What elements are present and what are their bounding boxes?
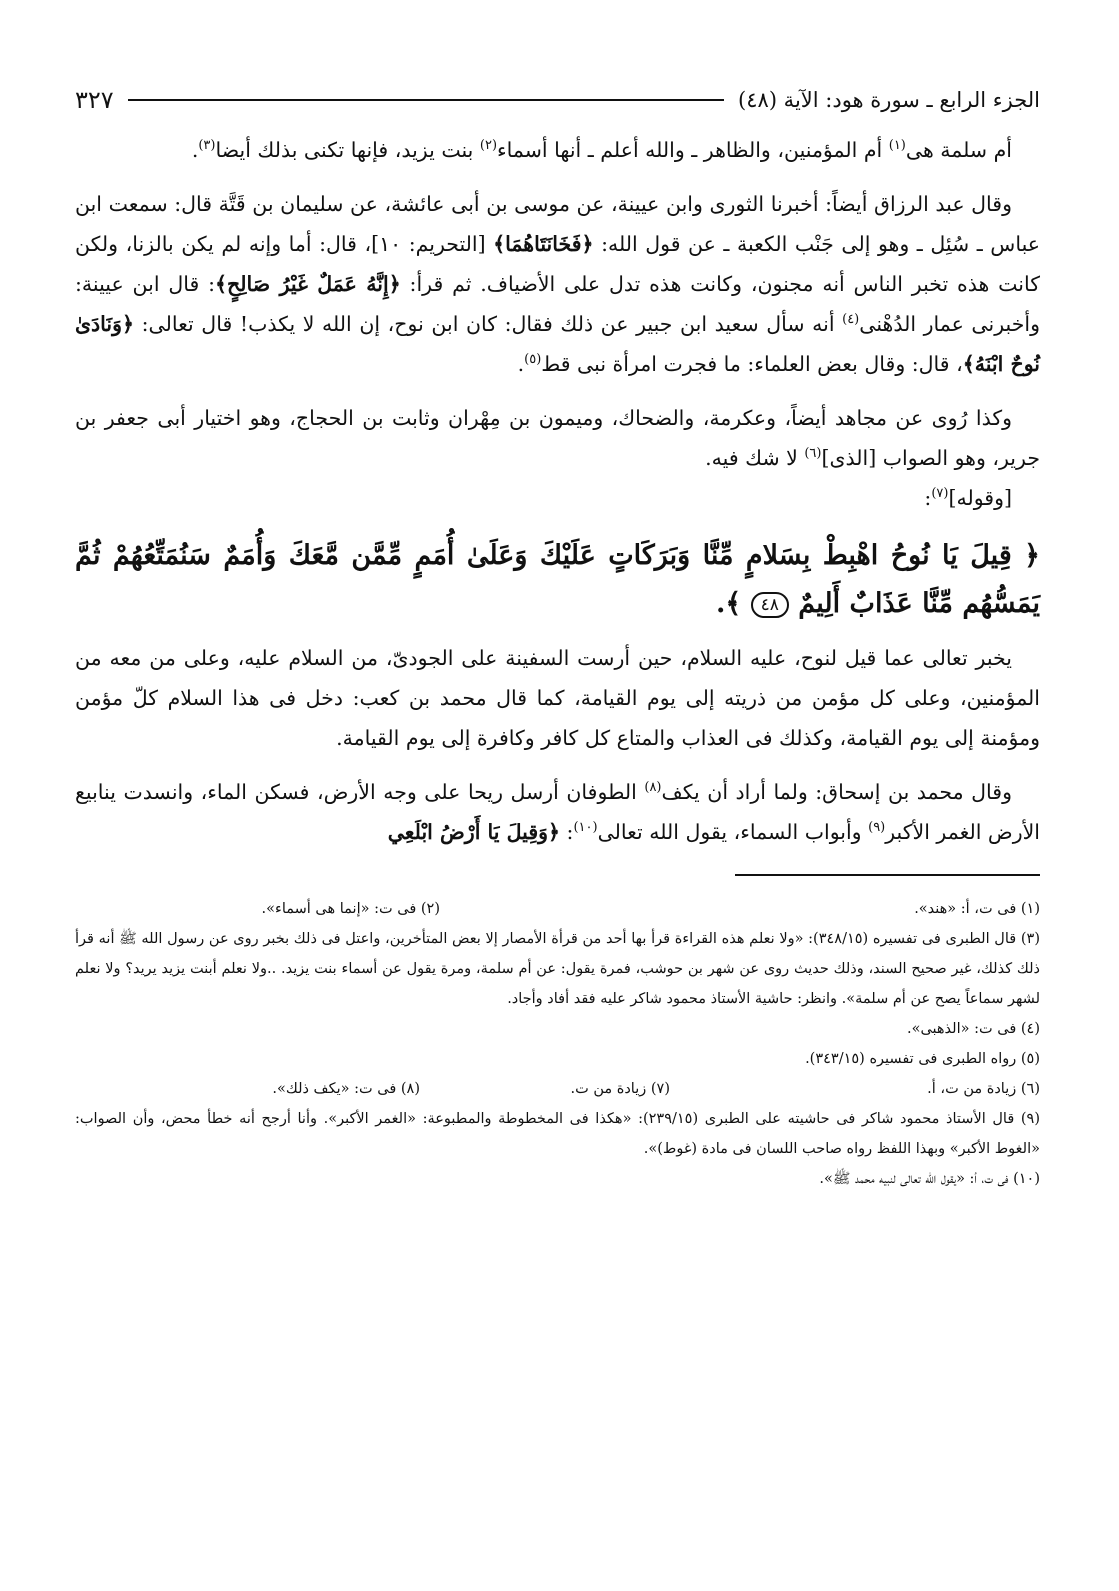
quran-verse: [75, 532, 1040, 628]
text-run: لا شك فيه.: [705, 446, 805, 470]
paragraph-2: [75, 184, 1040, 384]
footnote-6: (٦) زيادة من ت، أ.: [927, 1081, 1040, 1097]
footnote-2: (٢) فى ت: «إنما هى أسماء».: [261, 901, 440, 917]
text-run: ، قال: وقال بعض العلماء: ما فجرت امرأة نبى قط: [541, 352, 963, 376]
footnote-ref: (٣): [198, 138, 216, 154]
text-run: [التحريم: ١٠]، قال: أما وإنه لم يكن بالزنا، ولكن كانت هذه تخبر الناس أنه مجنون، وكانت هذه تدل على الأضياف. ثم قرأ:: [75, 232, 1040, 296]
footnote-ref: (١): [888, 138, 906, 154]
paragraph-3: [75, 398, 1040, 478]
footnote-10: (١٠) فى ت، أ: «يقول الله تعالى لنبيه محمد ﷺ».: [819, 1171, 1040, 1187]
paragraph-5: يخبر تعالى عما قيل لنوح، عليه السلام، حين أرست السفينة على الجودىّ، من السلام عليه، وعلى من معه من المؤمنين، وعلى كل مؤمن من ذريته إلى يوم القيامة، كما قال محمد بن كعب: دخل فى هذا السلام كلّ مؤمن ومؤمنة إلى يوم القيامة، وكذلك فى العذاب والمتاع كل كافر وكافرة إلى يوم القيامة.: [75, 646, 1040, 750]
footnote-3: (٣) قال الطبرى فى تفسيره (٣٤٨/١٥): «ولا نعلم هذه القراءة قرأ بها أحد من قرأة الأمصار إلا بعض المتأخرين، واعتل فى ذلك بخبر روى عن رسول الله ﷺ أنه قرأ ذلك كذلك، غير صحيح السند، وذلك حديث روى عن شهر بن حوشب، فمرة يقول: عن أم سلمة، ومرة يقول عن أسماء بنت يزيد. ..ولا نعلم أبنت يزيد يريد؟ ولا نعلم لشهر سماعاً يصح عن أم سلمة». وانظر: حاشية الأستاذ محمود شاكر عليه فقد أفاد وأجاد.: [75, 931, 1040, 1007]
text-run: وقال عبد الرزاق أيضاً: أخبرنا الثورى وابن عيينة، عن موسى بن أبى عائشة، عن سليمان بن قَتَّة قال: سمعت ابن عباس ـ سُئِل ـ وهو إلى جَنْب الكعبة ـ عن قول الله:: [75, 192, 1040, 256]
book-page: [75, 80, 1040, 1194]
verse-end: ﴾.: [715, 588, 742, 619]
footnote-8: (٨) فى ت: «يكف ذلك».: [272, 1081, 420, 1097]
footnote-ref: (١٠): [573, 820, 598, 836]
quran-quote: ﴿وَنَادَىٰ نُوحٌ ابْنَهُ﴾: [75, 312, 1040, 376]
text-run: أم سلمة هى: [905, 138, 1012, 162]
text-run: أم المؤمنين، والظاهر ـ والله أعلم ـ أنها أسماء: [497, 138, 889, 162]
footnote-1: (١) فى ت، أ: «هند».: [914, 901, 1040, 917]
text-run: وأبواب السماء، يقول الله تعالى: [597, 820, 869, 844]
text-run: بنت يزيد، فإنها تكنى بذلك أيضا: [215, 138, 480, 162]
verse-text: ﴿ قِيلَ يَا نُوحُ اهْبِطْ بِسَلامٍ مِّنَّا وَبَرَكَاتٍ عَلَيْكَ وَعَلَىٰ أُمَمٍ مِّمَّن مَّعَكَ وَأُمَمٌ سَنُمَتِّعُهُمْ ثُمَّ يَمَسُّهُم مِّنَّا عَذَابٌ أَلِيمٌ: [75, 540, 1040, 619]
ayah-number-badge: ٤٨: [751, 592, 789, 618]
text-run: .: [191, 138, 199, 162]
footnotes: [75, 894, 1040, 1194]
footnote-ref: (٩): [868, 820, 886, 836]
header-rule: [128, 99, 724, 101]
text-run: : قال ابن عيينة: وأخبرنى عمار الدُهْنى: [75, 272, 1040, 336]
text-run: الطوفان أرسل ريحا على وجه الأرض، فسكن الماء، وانسدت ينابيع الأرض الغمر الأكبر: [75, 780, 1040, 844]
footnote-5: (٥) رواه الطبرى فى تفسيره (٣٤٣/١٥).: [805, 1051, 1040, 1067]
text-run: :: [924, 486, 932, 510]
paragraph-4: [75, 478, 1040, 518]
footnote-ref: (٨): [644, 780, 662, 796]
text-run: [وقوله]: [948, 486, 1012, 510]
running-header: [75, 80, 1040, 120]
footnote-row: [75, 1074, 1040, 1104]
footnote-9: (٩) قال الأستاذ محمود شاكر فى حاشيته على الطبرى (٢٣٩/١٥): «هكذا فى المخطوطة والمطبوعة: «الغمر الأكبر». وأنا أرجح أنه خطأ محض، وأن الصواب: «الغوط الأكبر» وبهذا اللفظ رواه صاحب اللسان فى مادة (غوط)».: [75, 1111, 1041, 1157]
footnote-ref: (٤): [842, 312, 860, 328]
footnote-7: (٧) زيادة من ت.: [570, 1081, 670, 1097]
text-run: أنه سأل سعيد ابن جبير عن ذلك فقال: كان ابن نوح، إن الله لا يكذب! قال تعالى:: [134, 312, 843, 336]
text-run: :: [560, 820, 574, 844]
quran-quote: ﴿وَقِيلَ يَا أَرْضُ ابْلَعِي: [387, 820, 561, 844]
footnote-row: [75, 894, 1040, 924]
paragraph-1: [75, 130, 1040, 170]
footnote-ref: (٦): [804, 446, 822, 462]
quran-quote: ﴿إِنَّهُ عَمَلٌ غَيْرُ صَالِحٍ﴾: [215, 272, 401, 296]
footnote-ref: (٧): [931, 486, 949, 502]
page-number: ٣٢٧: [75, 86, 114, 114]
text-run: .: [517, 352, 525, 376]
footnote-ref: (٥): [524, 352, 542, 368]
quran-quote: ﴿فَخَانَتَاهُمَا﴾: [493, 232, 594, 256]
footnote-ref: (٢): [479, 138, 498, 154]
main-text: [75, 130, 1040, 852]
footnote-4: (٤) فى ت: «الذهبى».: [906, 1021, 1040, 1037]
footnote-separator: [735, 874, 1040, 876]
header-title: الجزء الرابع ـ سورة هود: الآية (٤٨): [738, 88, 1040, 112]
text-run: وقال محمد بن إسحاق: ولما أراد أن يكف: [661, 780, 1012, 804]
paragraph-6: [75, 772, 1040, 852]
text-run: وكذا رُوى عن مجاهد أيضاً، وعكرمة، والضحاك، وميمون بن مِهْران وثابت بن الحجاج، وهو اختيار أبى جعفر بن جرير، وهو الصواب [الذى]: [75, 406, 1040, 470]
